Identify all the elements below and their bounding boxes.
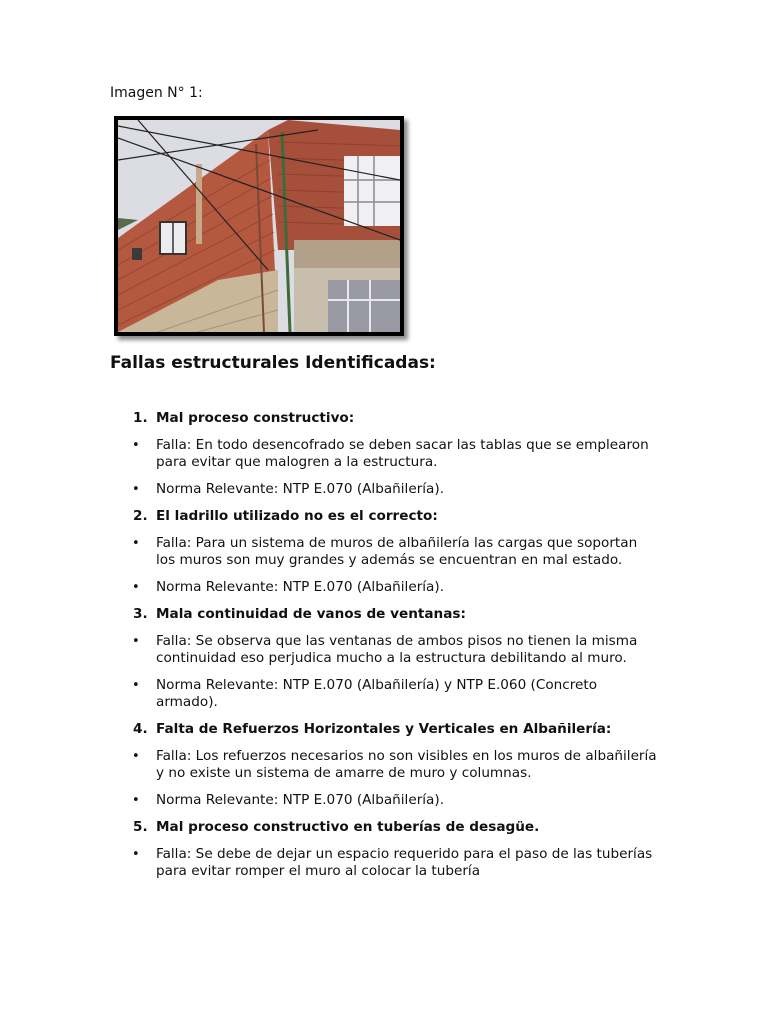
item-number: 2. (133, 508, 148, 524)
item-number: 4. (133, 721, 148, 737)
item-number: 5. (133, 819, 148, 835)
list-item-5 (130, 819, 660, 836)
failures-list (130, 410, 660, 890)
item-title: Mala continuidad de vanos de ventanas: (156, 606, 466, 622)
bullet-icon: • (132, 793, 140, 808)
bullet-text: Falla: Para un sistema de muros de albañilería las cargas que soportan los muros son muy grandes y además se encuentran en mal estado. (156, 535, 638, 568)
bullet-item (130, 677, 660, 711)
bullet-item (130, 748, 660, 782)
bullet-text: Norma Relevante: NTP E.070 (Albañilería) y NTP E.060 (Concreto armado). (156, 677, 598, 710)
list-item-4 (130, 721, 660, 738)
bullet-item (130, 846, 660, 880)
list-item-3 (130, 606, 660, 623)
item-title: El ladrillo utilizado no es el correcto: (156, 508, 438, 524)
bullet-item (130, 633, 660, 667)
bullet-item (130, 481, 660, 498)
bullet-text: Norma Relevante: NTP E.070 (Albañilería). (156, 579, 445, 595)
bullet-icon: • (132, 678, 140, 693)
image-caption: Imagen N° 1: (110, 85, 203, 101)
bullet-item (130, 579, 660, 596)
bullet-text: Falla: En todo desencofrado se deben sacar las tablas que se emplearon para evitar que malogren a la estructura. (156, 437, 649, 470)
list-item-2 (130, 508, 660, 525)
building-photo (114, 116, 404, 336)
bullet-icon: • (132, 634, 140, 649)
section-title: Fallas estructurales Identificadas: (110, 353, 436, 373)
list-item-1 (130, 410, 660, 427)
bullet-icon: • (132, 438, 140, 453)
bullet-icon: • (132, 749, 140, 764)
bullet-text: Norma Relevante: NTP E.070 (Albañilería). (156, 792, 445, 808)
item-title: Mal proceso constructivo: (156, 410, 355, 426)
bullet-icon: • (132, 847, 140, 862)
bullet-text: Falla: Se observa que las ventanas de ambos pisos no tienen la misma continuidad eso perjudica mucho a la estructura debilitando al muro. (156, 633, 638, 666)
item-number: 1. (133, 410, 148, 426)
item-title: Falta de Refuerzos Horizontales y Verticales en Albañilería: (156, 721, 612, 737)
bullet-text: Falla: Los refuerzos necesarios no son visibles en los muros de albañilería y no existe un sistema de amarre de muro y columnas. (156, 748, 657, 781)
bullet-icon: • (132, 580, 140, 595)
bullet-icon: • (132, 482, 140, 497)
bullet-item (130, 535, 660, 569)
item-title: Mal proceso constructivo en tuberías de desagüe. (156, 819, 540, 835)
bullet-text: Norma Relevante: NTP E.070 (Albañilería). (156, 481, 445, 497)
bullet-item (130, 792, 660, 809)
item-number: 3. (133, 606, 148, 622)
bullet-text: Falla: Se debe de dejar un espacio requerido para el paso de las tuberías para evitar romper el muro al colocar la tubería (156, 846, 653, 879)
bullet-item (130, 437, 660, 471)
bullet-icon: • (132, 536, 140, 551)
